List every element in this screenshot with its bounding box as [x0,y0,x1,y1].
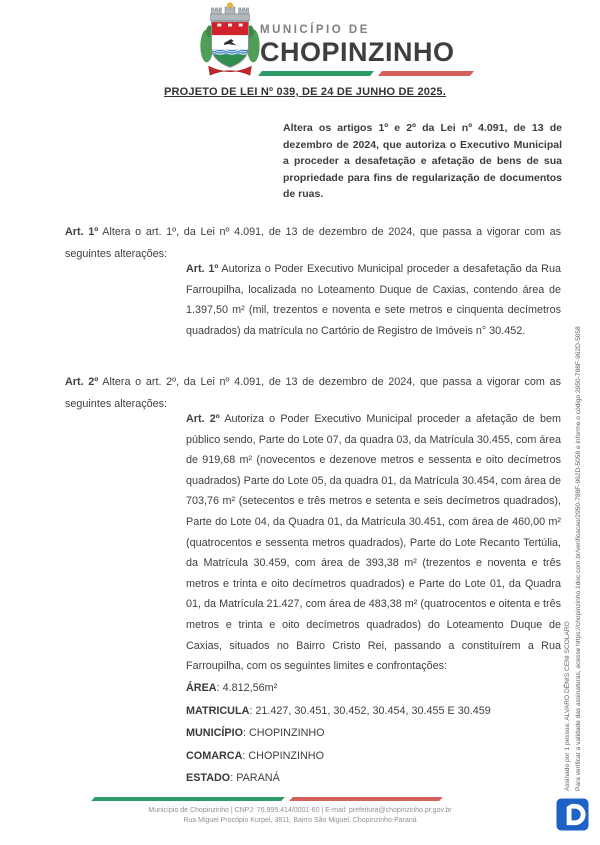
stripe-red-segment [378,71,474,76]
header-tricolor-stripe [260,71,472,76]
detail-row-matricula [186,700,491,723]
article-1-text: Altera o art. 1º, da Lei nº 4.091, de 13 de dezembro de 2024, que passa a vigorar com as seguintes alterações: [65,226,561,260]
header-wordmark [260,24,475,76]
detail-row-comarca [186,745,491,768]
document-footer [0,797,600,826]
signature-verification-sidebar [562,229,584,791]
document-title: PROJETO DE LEI Nº 039, DE 24 DE JUNHO DE 2025. [163,86,446,98]
footer-contact-info [40,806,560,826]
1doc-logo-icon [556,798,589,831]
article-1-quote-text: Autoriza o Poder Executivo Municipal proceder a desafetação da Rua Farroupilha, localizada no Loteamento Duque de Caxias, contendo área de 1.397,50 m² (mil, trezentos e noventa e sete metros e cinquenta decímetros quadrados) da matrícula no Cartório de Registro de Imóveis n° 30.452. [186,263,561,337]
detail-value: : PARANÁ [230,772,280,785]
article-2-quote [186,409,561,677]
detail-value: : CHOPINZINHO [242,727,325,740]
article-2-text: Altera o art. 2º, da Lei nº 4.091, de 13 de dezembro de 2024, que passa a vigorar com as seguintes alterações: [65,376,561,410]
detail-row-area [186,677,491,700]
article-2-quote-text: Autoriza o Poder Executivo Municipal proceder a afetação de bem público sendo, Parte do Lote 07, da quadra 03, da Matrícula 30.455, com área de 919,68 m² (novecentos e dezenove metros e sessenta e oito decímetros quadrados) Parte do Lote 05, da quadra 01, da Matrícula 30.454, com área de 703,76 m² (setecentos e três metros e setenta e seis decímetros quadrados), Parte do Lote 04, da Quadra 01, da Matrícula 30.451, com área de 460,00 m² (quatrocentos e sessenta metros quadrados), Parte do Lote Recanto Tertúlia, da Matrícula 30.459, com área de 393,38 m² (trezentos e noventa e três metros e trinta e oito decímetros quadrados) e Parte do Lote 01, da Quadra 01, da Matrícula 21.427, com área de 483,38 m² (quatrocentos e oitenta e três metros e trinta e oito decímetros quadrados) do Loteamento Duque de Caxias, situados no Bairro Cristo Rei, passando a constituírem a Rua Farroupilha, com os seguintes limites e confrontações: [186,413,562,673]
stripe-green-segment [258,71,374,76]
article-1-quote [186,259,561,341]
detail-value: : CHOPINZINHO [242,749,324,762]
property-details-list [186,677,491,790]
detail-label: ESTADO [186,772,231,785]
detail-label: COMARCA [186,749,243,762]
detail-row-estado [186,767,491,790]
footer-line-1: Município de Chopinzinho | CNPJ: 76.995.414/0001-60 | E-mail: prefeitura@chopinzinho.pr.gov.br [148,807,452,814]
detail-row-municipio [186,722,491,745]
stripe-green-segment [91,797,285,801]
article-1-number: Art. 1º [65,226,99,238]
org-name: CHOPINZINHO [260,37,455,67]
detail-value: : 4.812,56m² [216,682,278,694]
footer-line-2: Rua Miguel Procópio Kurpel, 3811, Bairro São Miguel, Chopinzinho-Paraná [183,817,417,824]
summary-paragraph: Altera os artigos 1º e 2º da Lei nº 4.091, de 13 de dezembro de 2024, que autoriza o Executivo Municipal a proceder a desafetação e afetação de bens de sua propriedade para fins de regularização de documentos de ruas. [283,122,562,201]
coat-of-arms-icon [196,2,264,84]
footer-tricolor-stripe [93,797,443,802]
detail-value: : 21.427, 30.451, 30.452, 30.454, 30.455 E 30.459 [249,704,491,717]
detail-label: MATRICULA [186,704,250,717]
detail-label: MUNICÍPIO [186,727,243,740]
article-1-quote-number: Art. 1º [186,263,219,275]
article-2-quote-number: Art. 2º [186,413,220,425]
detail-label: ÁREA [186,682,217,694]
stripe-red-segment [289,797,443,801]
signed-by-line: Assinado por 1 pessoa: ALVARO DÊNIS CENI SCOLARO [564,621,571,791]
article-2-number: Art. 2º [65,376,99,388]
verification-url-line: Para verificar a validade das assinaturas, acesse https://chopinzinho.1doc.com.br/verificacao/2950-788F-962D-5058 e informe o código 2950-788F-962D-5058 [575,326,582,791]
org-type-label: MUNICÍPIO DE [260,24,370,36]
